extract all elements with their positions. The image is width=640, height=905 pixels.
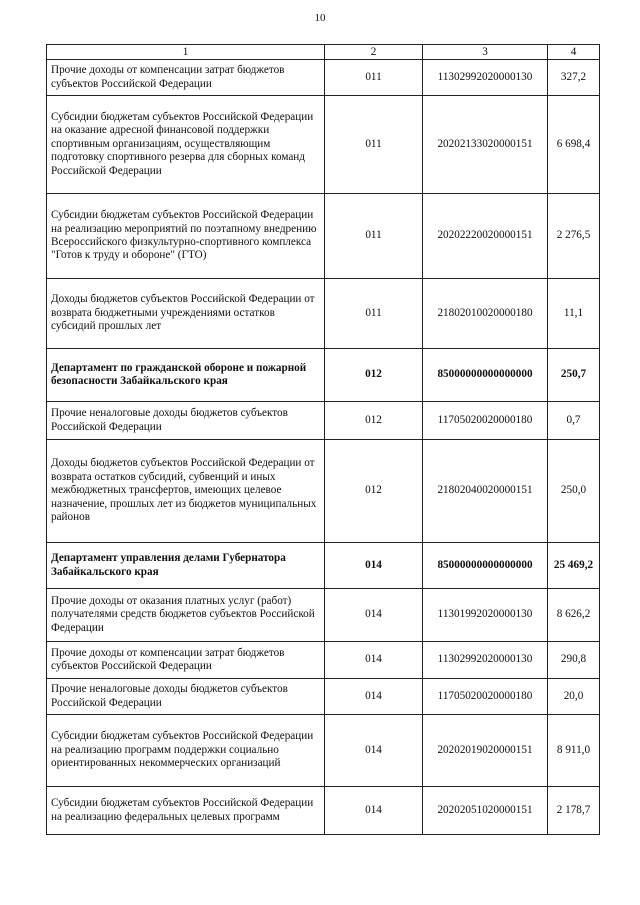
row-name: Прочие доходы от компенсации затрат бюджетов субъектов Российской Федерации: [47, 60, 325, 96]
row-admin-code: 011: [325, 96, 423, 194]
row-revenue-code: 11705020020000180: [423, 402, 548, 440]
row-value: 6 698,4: [548, 96, 600, 194]
page-number: 10: [314, 12, 326, 24]
row-value: 2 178,7: [548, 787, 600, 835]
row-admin-code: 012: [325, 440, 423, 543]
department-name: Департамент управления делами Губернатора Забайкальского края: [47, 543, 325, 589]
table-row: [47, 440, 600, 543]
row-admin-code: 012: [325, 402, 423, 440]
table-row: [47, 679, 600, 715]
row-value: 327,2: [548, 60, 600, 96]
table-row-department: [47, 543, 600, 589]
row-value: 0,7: [548, 402, 600, 440]
row-revenue-code: 11302992020000130: [423, 642, 548, 679]
table-row: [47, 96, 600, 194]
revenue-table: [46, 44, 600, 835]
department-revenue-code: 85000000000000000: [423, 349, 548, 402]
department-total: 25 469,2: [548, 543, 600, 589]
row-name: Доходы бюджетов субъектов Российской Федерации от возврата бюджетными учреждениями остатков субсидий прошлых лет: [47, 279, 325, 349]
row-revenue-code: 20202220020000151: [423, 194, 548, 279]
department-admin-code: 014: [325, 543, 423, 589]
row-value: 20,0: [548, 679, 600, 715]
row-revenue-code: 20202051020000151: [423, 787, 548, 835]
row-admin-code: 014: [325, 589, 423, 642]
department-total: 250,7: [548, 349, 600, 402]
department-revenue-code: 85000000000000000: [423, 543, 548, 589]
row-admin-code: 011: [325, 279, 423, 349]
row-revenue-code: 21802040020000151: [423, 440, 548, 543]
row-revenue-code: 11705020020000180: [423, 679, 548, 715]
row-revenue-code: 11302992020000130: [423, 60, 548, 96]
row-admin-code: 014: [325, 715, 423, 787]
row-name: Субсидии бюджетам субъектов Российской Федерации на оказание адресной финансовой поддержки спортивным организациям, осуществляющим подготовку спортивного резерва для сборных команд Российской Федерации: [47, 96, 325, 194]
row-value: 8 626,2: [548, 589, 600, 642]
row-name: Субсидии бюджетам субъектов Российской Федерации на реализацию федеральных целевых программ: [47, 787, 325, 835]
row-admin-code: 011: [325, 60, 423, 96]
column-header-2: 2: [325, 45, 423, 60]
row-name: Прочие неналоговые доходы бюджетов субъектов Российской Федерации: [47, 679, 325, 715]
row-value: 2 276,5: [548, 194, 600, 279]
row-name: Прочие доходы от оказания платных услуг (работ) получателями средств бюджетов субъектов Российской Федерации: [47, 589, 325, 642]
row-name: Прочие неналоговые доходы бюджетов субъектов Российской Федерации: [47, 402, 325, 440]
table-header-row: [47, 45, 600, 60]
table-row: [47, 194, 600, 279]
row-revenue-code: 20202133020000151: [423, 96, 548, 194]
table-row: [47, 402, 600, 440]
row-value: 11,1: [548, 279, 600, 349]
row-admin-code: 014: [325, 787, 423, 835]
row-name: Субсидии бюджетам субъектов Российской Федерации на реализацию программ поддержки социально ориентированных некоммерческих организаций: [47, 715, 325, 787]
row-revenue-code: 21802010020000180: [423, 279, 548, 349]
row-admin-code: 014: [325, 679, 423, 715]
row-value: 250,0: [548, 440, 600, 543]
column-header-4: 4: [548, 45, 600, 60]
row-admin-code: 011: [325, 194, 423, 279]
table-row: [47, 715, 600, 787]
table-row: [47, 589, 600, 642]
department-name: Департамент по гражданской обороне и пожарной безопасности Забайкальского края: [47, 349, 325, 402]
row-revenue-code: 11301992020000130: [423, 589, 548, 642]
row-name: Доходы бюджетов субъектов Российской Федерации от возврата остатков субсидий, субвенций и иных межбюджетных трансфертов, имеющих целевое назначение, прошлых лет из бюджетов муниципальных районов: [47, 440, 325, 543]
row-value: 290,8: [548, 642, 600, 679]
row-value: 8 911,0: [548, 715, 600, 787]
row-name: Субсидии бюджетам субъектов Российской Федерации на реализацию мероприятий по поэтапному внедрению Всероссийского физкультурно-спортивного комплекса "Готов к труду и обороне" (ГТО): [47, 194, 325, 279]
table-row: [47, 642, 600, 679]
row-name: Прочие доходы от компенсации затрат бюджетов субъектов Российской Федерации: [47, 642, 325, 679]
table-row: [47, 60, 600, 96]
table-row: [47, 279, 600, 349]
column-header-3: 3: [423, 45, 548, 60]
row-revenue-code: 20202019020000151: [423, 715, 548, 787]
table-row-department: [47, 349, 600, 402]
column-header-1: 1: [47, 45, 325, 60]
department-admin-code: 012: [325, 349, 423, 402]
table-row: [47, 787, 600, 835]
row-admin-code: 014: [325, 642, 423, 679]
